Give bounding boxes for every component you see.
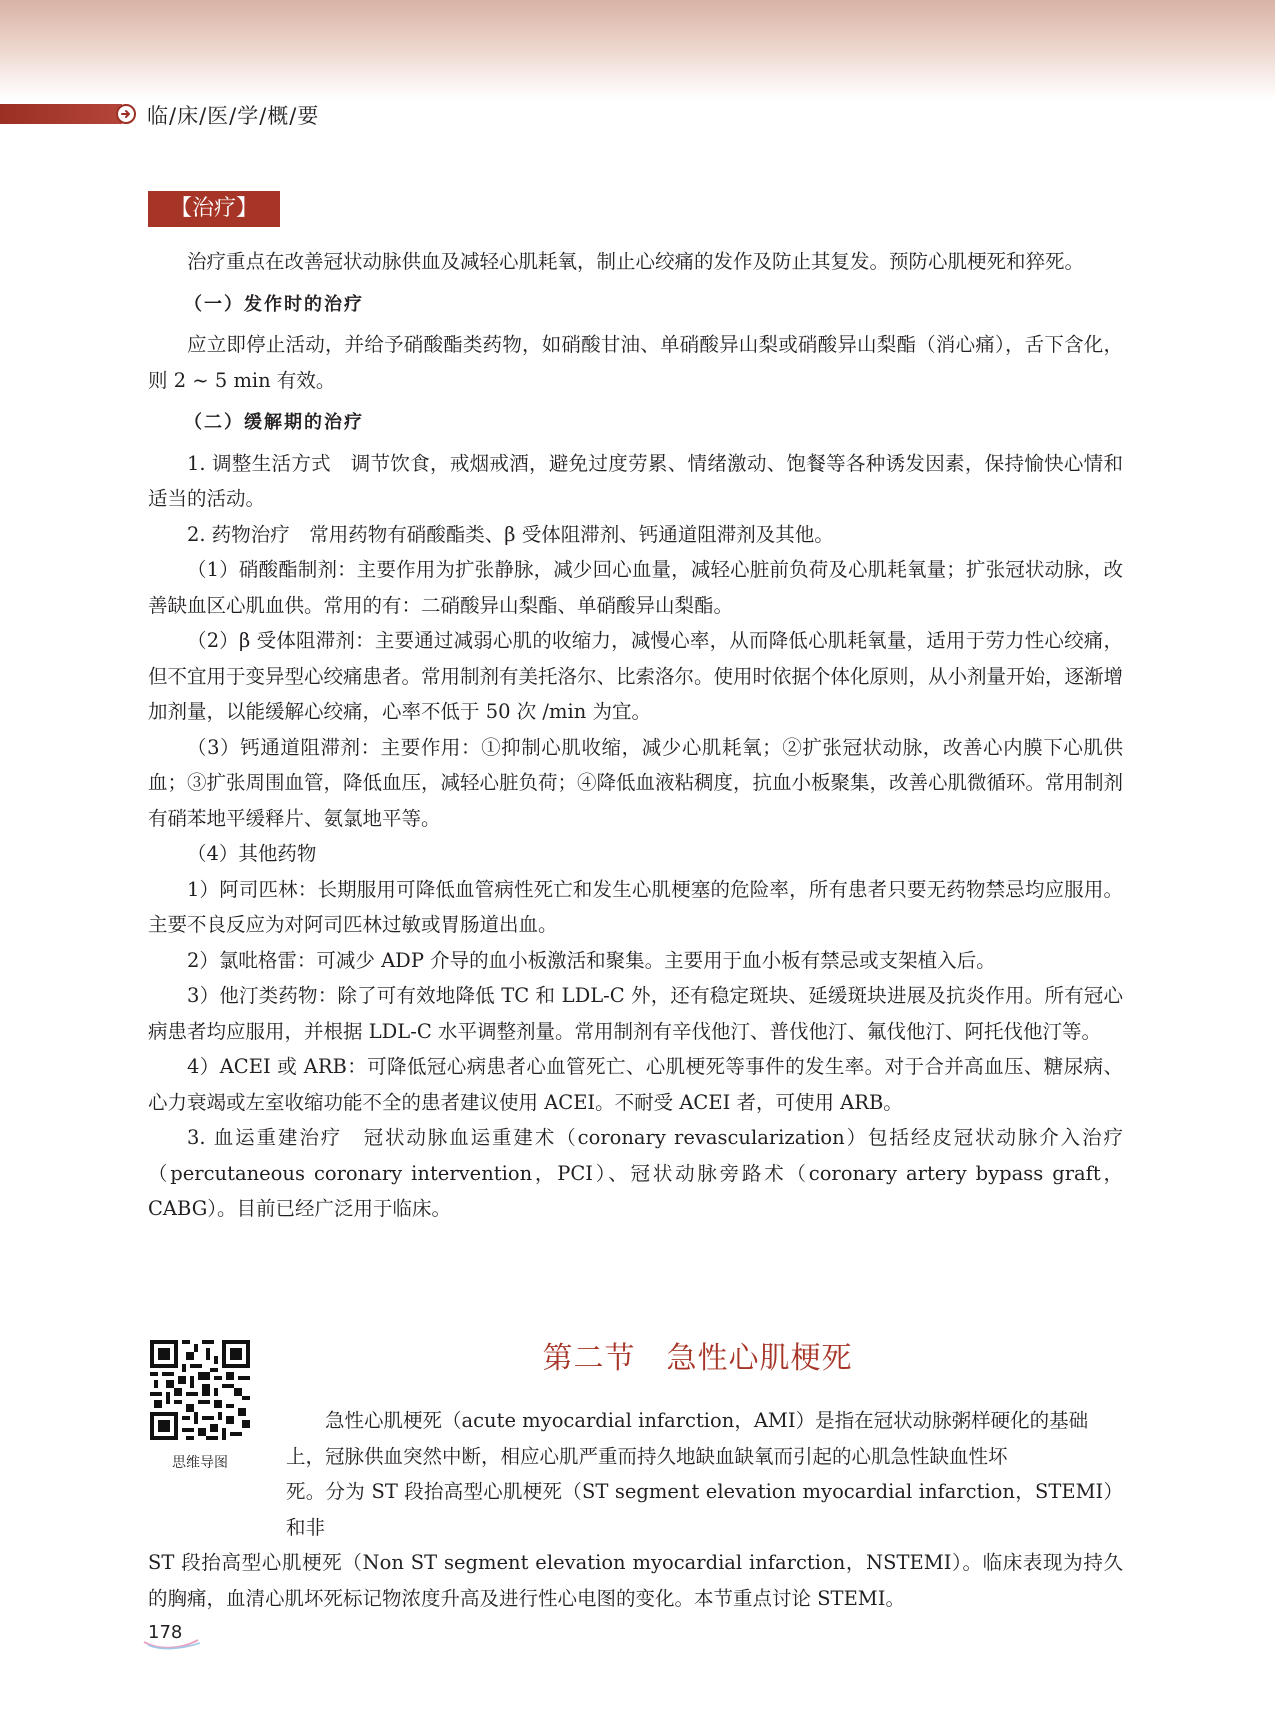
section-tag-treatment: 【治疗】: [148, 191, 280, 227]
paragraph: 治疗重点在改善冠状动脉供血及减轻心肌耗氧，制止心绞痛的发作及防止其复发。预防心肌梗死和猝死。: [187, 250, 1085, 273]
arrow-right-icon: [116, 104, 136, 124]
paragraph: （4）其他药物: [187, 842, 317, 865]
intro-line: 急性心肌梗死（acute myocardial infarction，AMI）是指在冠状动脉粥样硬化的基础: [325, 1409, 1089, 1432]
header-bar: [0, 104, 122, 124]
paragraph: 3）他汀类药物：除了可有效地降低 TC 和 LDL-C 外，还有稳定斑块、延缓斑块进展及抗炎作用。所有冠心病患者均应服用，并根据 LDL-C 水平调整剂量。常用制剂有辛伐他汀、普伐他汀、氟伐他汀、阿托伐他汀等。: [148, 984, 1123, 1043]
book-title: 临/床/医/学/概/要: [147, 104, 320, 128]
paragraph: 3. 血运重建治疗 冠状动脉血运重建术（coronary revascularization）包括经皮冠状动脉介入治疗（percutaneous coronary intervention，PCI）、冠状动脉旁路术（coronary artery bypass graft，CABG）。目前已经广泛用于临床。: [148, 1126, 1123, 1220]
paragraph: （3）钙通道阻滞剂：主要作用：①抑制心肌收缩，减少心肌耗氧；②扩张冠状动脉，改善心内膜下心肌供血；③扩张周围血管，降低血压，减轻心脏负荷；④降低血液粘稠度，抗血小板聚集，改善心肌微循环。常用制剂有硝苯地平缓释片、氨氯地平等。: [148, 735, 1124, 830]
paragraph: 1. 调整生活方式 调节饮食，戒烟戒酒，避免过度劳累、情绪激动、饱餐等各种诱发因素，保持愉快心情和适当的活动。: [148, 451, 1123, 510]
paragraph: 应立即停止活动，并给予硝酸酯类药物，如硝酸甘油、单硝酸异山梨或硝酸异山梨酯（消心痛），舌下含化，则 2 ~ 5 min 有效。: [148, 333, 1123, 392]
paragraph: （2）β 受体阻滞剂：主要通过减弱心肌的收缩力，减慢心率，从而降低心肌耗氧量，适用于劳力性心绞痛，但不宜用于变异型心绞痛患者。常用制剂有美托洛尔、比索洛尔。使用时依据个体化原则，从小剂量开始，逐渐增加剂量，以能缓解心绞痛，心率不低于 50 次 /min 为宜。: [148, 629, 1124, 723]
paragraph: 2. 药物治疗 常用药物有硝酸酯类、β 受体阻滞剂、钙通道阻滞剂及其他。: [187, 522, 834, 546]
top-gradient-band: [0, 0, 1275, 100]
intro-line: 上，冠脉供血突然中断，相应心肌严重而持久地缺血缺氧而引起的心肌急性缺血性坏: [286, 1444, 1008, 1468]
qr-label: 思维导图: [172, 1455, 228, 1471]
subheading: （一）发作时的治疗: [184, 293, 364, 315]
intro-line: 死。分为 ST 段抬高型心肌梗死（ST segment elevation myocardial infarction，STEMI）和非: [286, 1480, 1123, 1539]
subheading: （二）缓解期的治疗: [184, 412, 364, 433]
paragraph: 2）氯吡格雷：可减少 ADP 介导的血小板激活和聚集。主要用于血小板有禁忌或支架植入后。: [187, 948, 996, 972]
section2-intro: [148, 1403, 1123, 1616]
section-title: 第二节 急性心肌梗死: [542, 1341, 853, 1376]
paragraph: 4）ACEI 或 ARB：可降低冠心病患者心血管死亡、心肌梗死等事件的发生率。对于合并高血压、糖尿病、心力衰竭或左室收缩功能不全的患者建议使用 ACEI。不耐受 ACEI 者，可使用 ARB。: [148, 1055, 1123, 1114]
paragraph: 1）阿司匹林：长期服用可降低血管病性死亡和发生心肌梗塞的危险率，所有患者只要无药物禁忌均应服用。主要不良反应为对阿司匹林过敏或胃肠道出血。: [148, 877, 1123, 936]
paragraph: （1）硝酸酯制剂：主要作用为扩张静脉，减少回心血量，减轻心脏前负荷及心肌耗氧量；扩张冠状动脉，改善缺血区心肌血供。常用的有：二硝酸异山梨酯、单硝酸异山梨酯。: [148, 558, 1123, 617]
intro-paragraph: ST 段抬高型心肌梗死（Non ST segment elevation myocardial infarction，NSTEMI）。临床表现为持久的胸痛，血清心肌坏死标记物浓度升高及进行性心电图的变化。本节重点讨论 STEMI。: [148, 1551, 1123, 1610]
page-number: 178: [148, 1622, 183, 1643]
treatment-content: [148, 244, 1123, 1227]
